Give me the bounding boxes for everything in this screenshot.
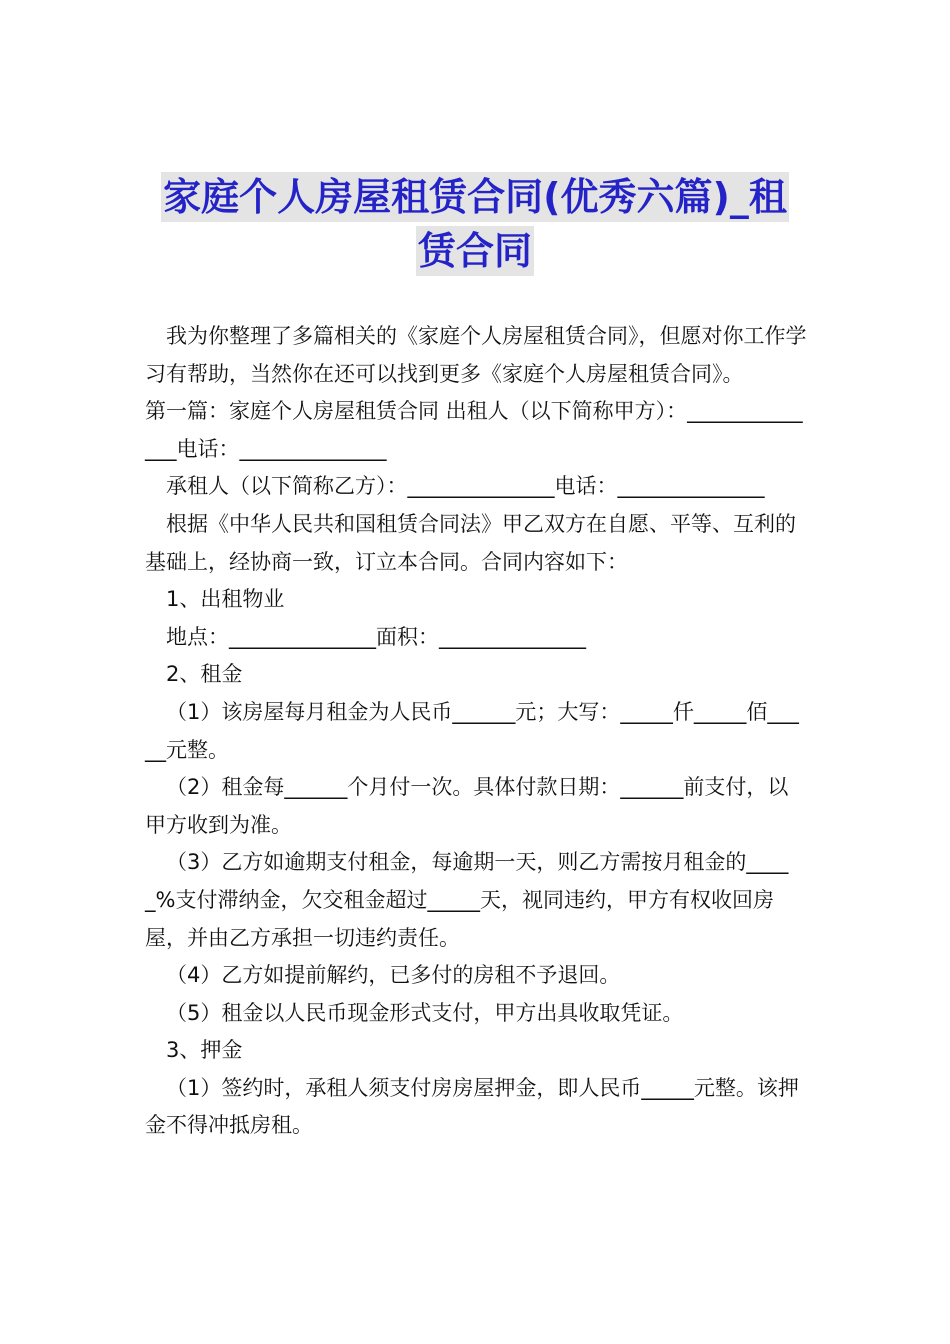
section-heading-deposit: 3、押金 xyxy=(166,1038,243,1063)
lessor-line: 第一篇：家庭个人房屋租赁合同 出租人（以下简称甲方）：______________电话：______________ xyxy=(145,399,803,461)
rent-clause-5: （5）租金以人民币现金形式支付，甲方出具收取凭证。 xyxy=(166,1000,684,1025)
section-heading-property: 1、出租物业 xyxy=(166,587,285,612)
deposit-clause-1: （1）签约时，承租人须支付房房屋押金，即人民币_____元整。该押金不得冲抵房租。 xyxy=(145,1075,799,1138)
title-line-2: 赁合同 xyxy=(416,226,534,276)
rent-clause-3: （3）乙方如逾期支付租金，每逾期一天，则乙方需按月租金的_____%支付滞纳金，欠交租金超过_____天，视同违约，甲方有权收回房屋，并由乙方承担一切违约责任。 xyxy=(145,850,789,950)
document-body xyxy=(145,318,807,1145)
section-heading-rent: 2、租金 xyxy=(166,662,243,687)
legal-basis-paragraph: 根据《中华人民共和国租赁合同法》甲乙双方在自愿、平等、互利的基础上，经协商一致，订立本合同。合同内容如下： xyxy=(145,511,796,574)
title-line-1: 家庭个人房屋租赁合同(优秀六篇)_租 xyxy=(161,172,789,222)
document-title xyxy=(100,172,850,276)
rent-clause-4: （4）乙方如提前解约，已多付的房租不予退回。 xyxy=(166,963,621,988)
rent-clause-2: （2）租金每______个月付一次。具体付款日期：______前支付，以甲方收到为准。 xyxy=(145,775,789,837)
intro-paragraph: 我为你整理了多篇相关的《家庭个人房屋租赁合同》，但愿对你工作学习有帮助，当然你在还可以找到更多《家庭个人房屋租赁合同》。 xyxy=(145,324,807,386)
rent-clause-1: （1）该房屋每月租金为人民币______元；大写：_____仟_____佰_____元整。 xyxy=(145,699,799,762)
property-location-line: 地点：______________面积：______________ xyxy=(166,624,586,649)
lessee-line: 承租人（以下简称乙方）：______________电话：______________ xyxy=(166,474,765,499)
